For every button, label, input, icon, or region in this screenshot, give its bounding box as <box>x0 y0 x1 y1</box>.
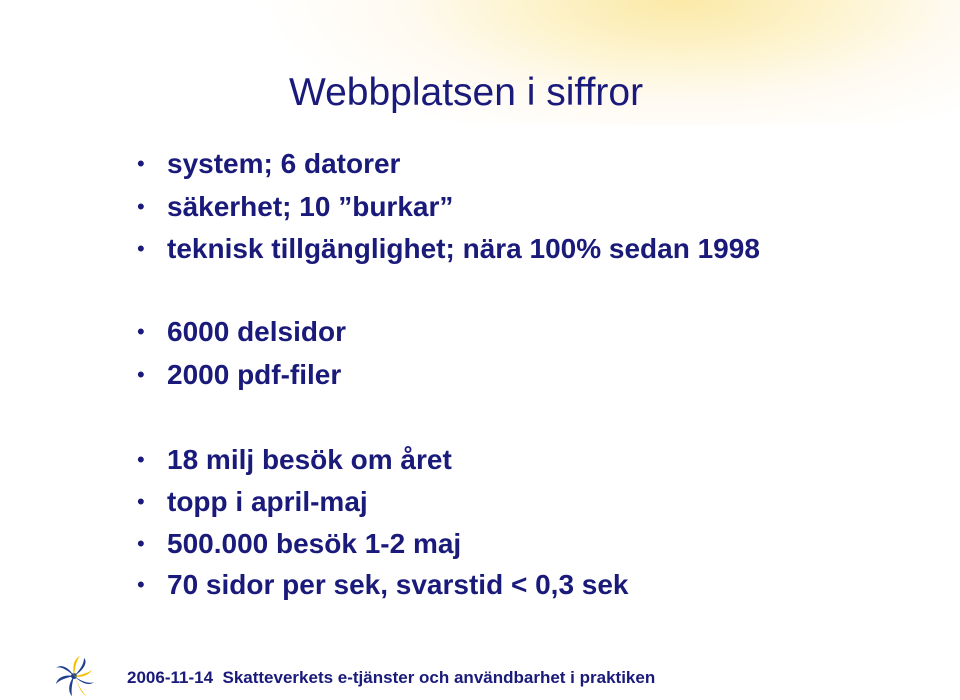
bullet-text: system; 6 datorer <box>167 148 401 179</box>
bullet-item <box>137 484 368 520</box>
bullet-text: 6000 delsidor <box>167 316 346 347</box>
bullet-item <box>137 231 760 267</box>
bullet-dot: • <box>137 362 145 387</box>
bullet-text: teknisk tillgänglighet; nära 100% sedan 1998 <box>167 233 760 264</box>
bullet-item <box>137 567 629 603</box>
bullet-item <box>137 146 400 182</box>
bullet-text: 2000 pdf-filer <box>167 359 342 390</box>
bullet-dot: • <box>137 151 145 176</box>
slide-title: Webbplatsen i siffror <box>289 71 644 114</box>
bullet-item <box>137 526 461 562</box>
bullet-item <box>137 314 346 350</box>
bullet-text: säkerhet; 10 ”burkar” <box>167 191 454 222</box>
bullet-dot: • <box>137 572 145 597</box>
bullet-text: 500.000 besök 1-2 maj <box>167 528 462 559</box>
footer-caption: Skatteverkets e-tjänster och användbarhet i praktiken <box>222 668 656 687</box>
bullet-text: topp i april-maj <box>167 486 368 517</box>
bullet-dot: • <box>137 319 145 344</box>
footer-text <box>127 668 655 688</box>
skatteverket-logo-icon <box>50 654 98 698</box>
footer <box>0 650 960 700</box>
bullet-text: 70 sidor per sek, svarstid < 0,3 sek <box>167 569 629 600</box>
bullet-dot: • <box>137 447 145 472</box>
bullet-item <box>137 189 453 225</box>
bullet-text: 18 milj besök om året <box>167 444 452 475</box>
footer-date: 2006-11-14 <box>127 668 214 687</box>
bullet-dot: • <box>137 489 145 514</box>
bullet-dot: • <box>137 194 145 219</box>
bullet-item <box>137 442 452 478</box>
bullet-item <box>137 357 341 393</box>
bullet-dot: • <box>137 531 145 556</box>
bullet-dot: • <box>137 236 145 261</box>
